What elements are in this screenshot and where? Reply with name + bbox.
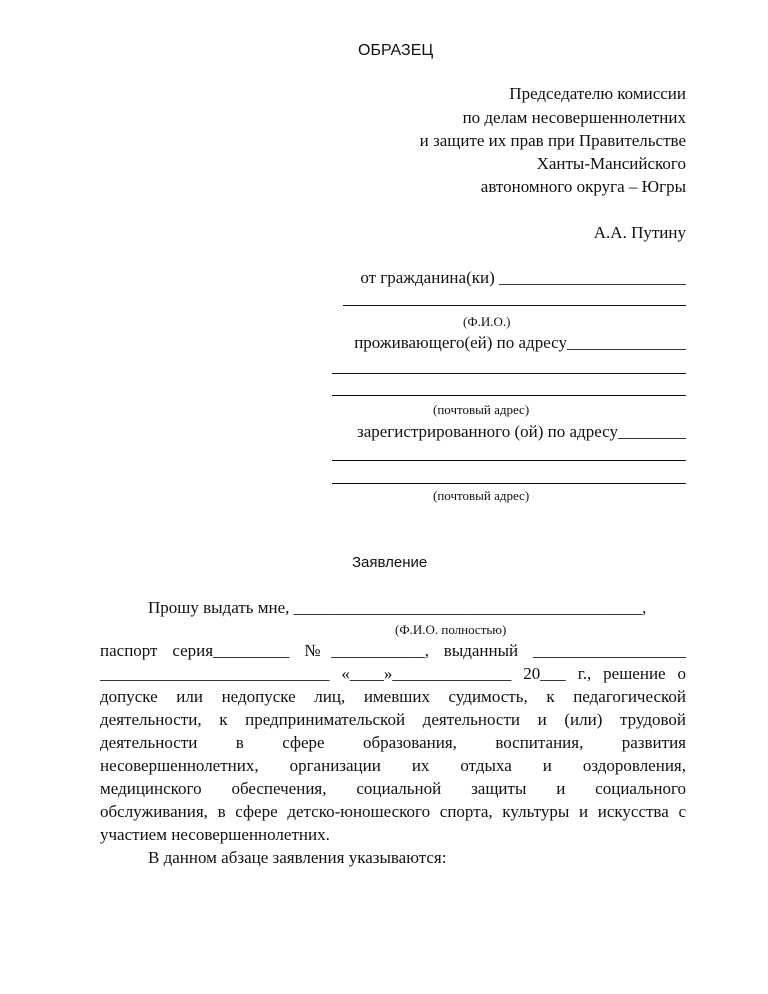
addressee-line-1: Председателю комиссии — [509, 84, 686, 103]
addressee-name: А.А. Путину — [593, 223, 686, 242]
fio-underline — [343, 305, 686, 306]
fio-caption: (Ф.И.О.) — [463, 314, 511, 329]
document-title: Заявление — [352, 554, 428, 571]
from-citizen-field[interactable]: от гражданина(ки) ______________________ — [360, 268, 686, 287]
addressee-line-2: по делам несовершеннолетних — [462, 108, 686, 127]
addressee-line-4: Ханты-Мансийского — [536, 154, 686, 173]
body-last-line: участием несовершеннолетних. — [100, 825, 330, 844]
issue-date-line[interactable]: ___________________________ «____»______________ 20___ г., решение о — [100, 664, 686, 683]
postal-address-caption-1: (почтовый адрес) — [433, 402, 530, 417]
passport-line[interactable]: паспорт серия_________ №___________, выданный __________________ — [100, 641, 686, 660]
body-line-3: деятельности в сфере образования, воспитания, развития — [100, 733, 686, 752]
full-name-caption: (Ф.И.О. полностью) — [395, 622, 507, 637]
request-line[interactable]: Прошу выдать мне, _________________________________________, — [148, 598, 647, 617]
paragraph-note: В данном абзаце заявления указываются: — [148, 848, 447, 867]
registration-underline-1 — [332, 460, 686, 461]
body-line-1: допуске или недопуске лиц, имевших судимость, к педагогической — [100, 687, 686, 706]
body-line-2: деятельности, к предпринимательской деятельности и (или) трудовой — [100, 710, 686, 729]
residence-address-field[interactable]: проживающего(ей) по адресу______________ — [354, 333, 686, 352]
addressee-line-3: и защите их прав при Правительстве — [419, 131, 686, 150]
sample-label: ОБРАЗЕЦ — [358, 42, 434, 59]
residence-underline-2 — [332, 395, 686, 396]
addressee-line-5: автономного округа – Югры — [480, 177, 686, 196]
registration-underline-2 — [332, 483, 686, 484]
postal-address-caption-2: (почтовый адрес) — [433, 488, 530, 503]
body-line-5: медицинского обеспечения, социальной защиты и социального — [100, 779, 686, 798]
residence-underline-1 — [332, 373, 686, 374]
body-line-6: обслуживания, в сфере детско-юношеского спорта, культуры и искусства с — [100, 802, 686, 821]
body-line-4: несовершеннолетних, организации их отдыха и оздоровления, — [100, 756, 686, 775]
registration-address-field[interactable]: зарегистрированного (ой) по адресу________ — [356, 422, 686, 441]
